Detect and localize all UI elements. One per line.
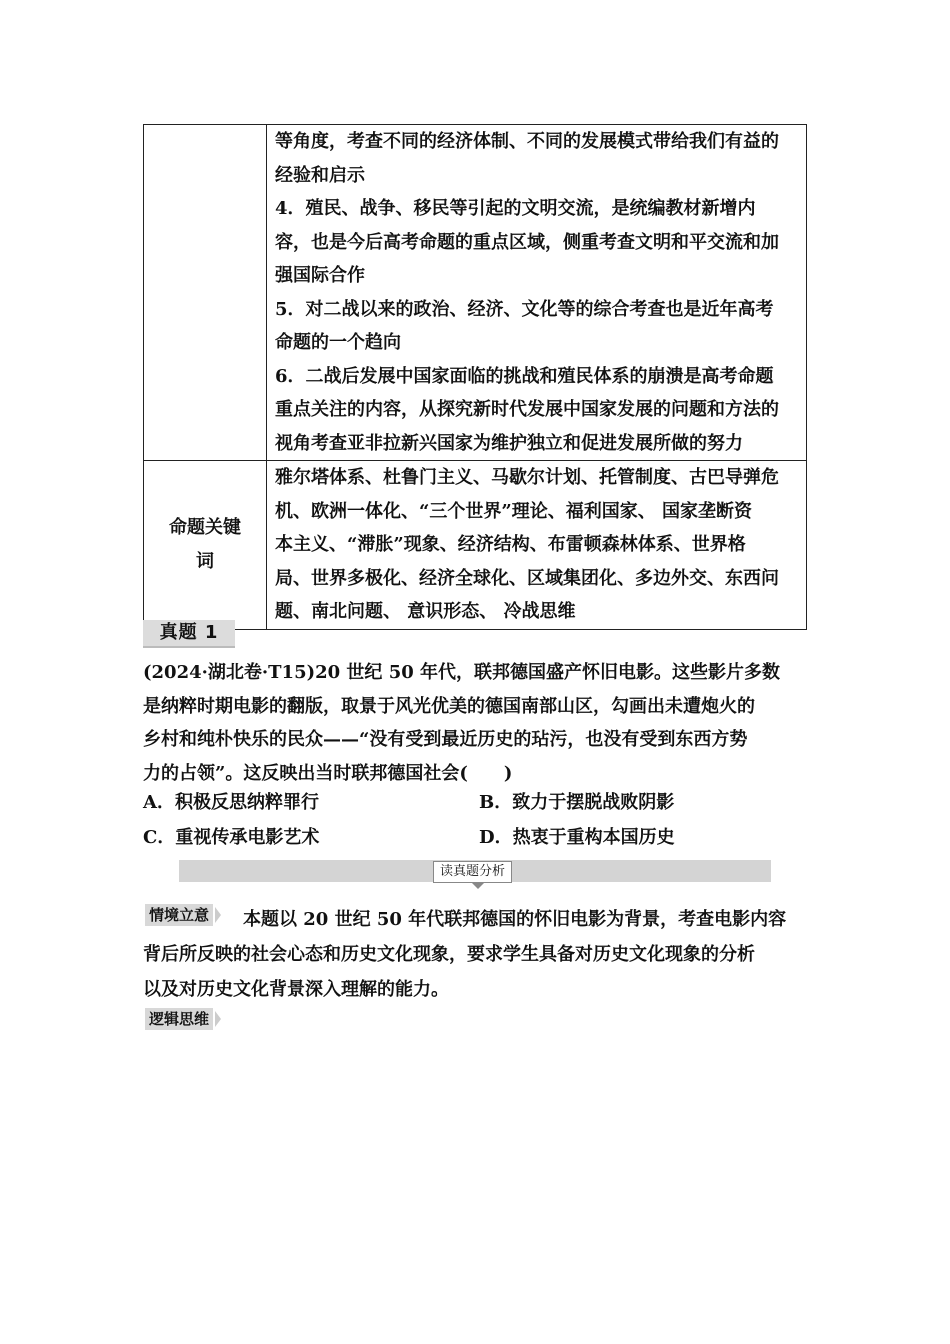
page-content	[143, 124, 807, 1028]
option-b: B．致力于摆脱战败阴影	[479, 792, 675, 813]
situation-line: 背后所反映的社会心态和历史文化现象，要求学生具备对历史文化现象的分析	[143, 944, 755, 965]
text-line: 命题的一个趋向	[275, 332, 401, 353]
option-c: C．重视传承电影艺术	[143, 827, 320, 848]
question-line: (2024·湖北卷·T15)20 世纪 50 年代，联邦德国盛产怀旧电影。这些影片多数	[143, 662, 781, 683]
text-line: 视角考查亚非拉新兴国家为维护独立和促进发展所做的努力	[275, 432, 743, 454]
table-cell-content	[267, 125, 807, 461]
question-line: 是纳粹时期电影的翻版，取景于风光优美的德国南部山区，勾画出未遭炮火的	[143, 695, 755, 717]
analysis-bar-label: 读真题分析	[433, 861, 512, 883]
logic-tag: 逻辑思维	[145, 1008, 213, 1030]
text-line: 等角度，考查不同的经济体制、不同的发展模式带给我们有益的	[275, 131, 779, 152]
row-label-line: 词	[196, 550, 214, 572]
question-line: 力的占领”。这反映出当时联邦德国社会( )	[143, 762, 513, 784]
table-row	[144, 125, 807, 461]
option-a: A．积极反思纳粹罪行	[143, 792, 319, 813]
text-line: 6．二战后发展中国家面临的挑战和殖民体系的崩溃是高考命题	[275, 365, 774, 387]
text-line: 局、世界多极化、经济全球化、区域集团化、多边外交、东西问	[275, 567, 779, 589]
text-line: 强国际合作	[275, 265, 365, 286]
table-row	[144, 461, 807, 630]
question-tag: 真题 1	[143, 620, 235, 648]
text-line: 机、欧洲一体化、“三个世界”理论、福利国家、 国家垄断资	[275, 500, 752, 522]
table-cell-keywords	[267, 461, 807, 630]
situation-line: 本题以 20 世纪 50 年代联邦德国的怀旧电影为背景，考查电影内容	[243, 909, 787, 930]
text-line: 4．殖民、战争、移民等引起的文明交流，是统编教材新增内	[275, 198, 756, 219]
situation-line: 以及对历史文化背景深入理解的能力。	[143, 979, 449, 1000]
text-line: 5．对二战以来的政治、经济、文化等的综合考查也是近年高考	[275, 298, 774, 320]
text-line: 题、南北问题、 意识形态、 冷战思维	[275, 601, 576, 622]
text-line: 本主义、“滞胀”现象、经济结构、布雷顿森林体系、世界格	[275, 534, 746, 555]
situation-tag: 情境立意	[145, 904, 213, 926]
question-line: 乡村和纯朴快乐的民众——“没有受到最近历史的玷污，也没有受到东西方势	[143, 729, 748, 750]
question-stem	[143, 656, 807, 790]
down-arrow-icon	[471, 882, 485, 889]
situation-text	[143, 902, 807, 1007]
table-row-label	[144, 461, 267, 630]
row-label-line: 命题关键	[169, 516, 241, 538]
table-cell-empty	[144, 125, 267, 461]
text-line: 重点关注的内容，从探究新时代发展中国家发展的问题和方法的	[275, 399, 779, 420]
text-line: 雅尔塔体系、杜鲁门主义、马歇尔计划、托管制度、古巴导弹危	[275, 467, 779, 488]
text-line: 容，也是今后高考命题的重点区域，侧重考查文明和平交流和加	[275, 231, 779, 253]
option-d: D．热衷于重构本国历史	[479, 827, 675, 848]
text-line: 经验和启示	[275, 164, 365, 186]
keyword-table	[143, 124, 807, 630]
